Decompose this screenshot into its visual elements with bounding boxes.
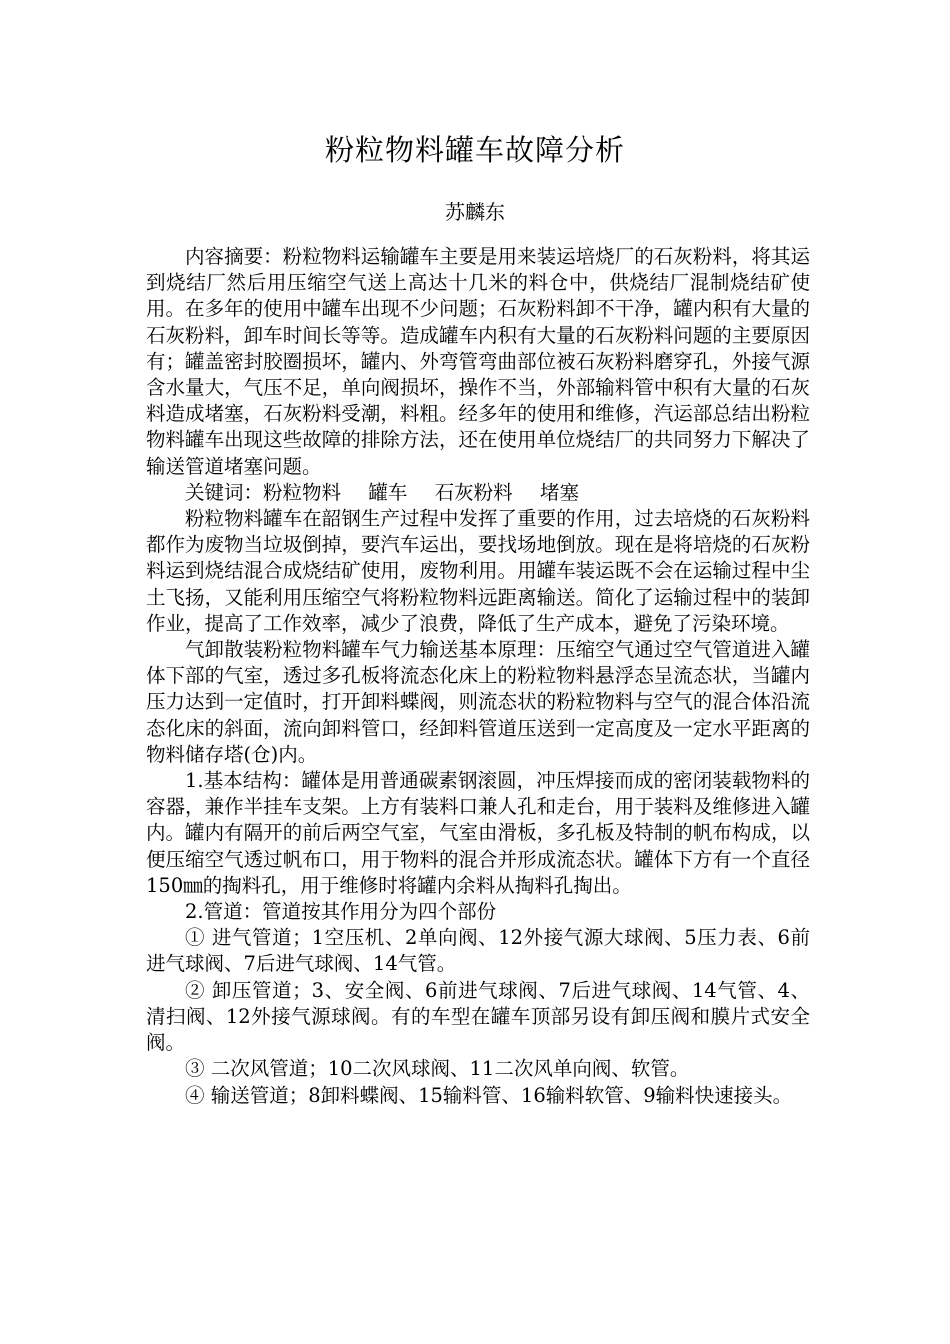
body-paragraph: ② 卸压管道；3、安全阀、6前进气球阀、7后进气球阀、14气管、4、清扫阀、12外接气源球阀。有的车型在罐车顶部另设有卸压阀和膜片式安全阀。 [146,978,810,1055]
keywords-line [146,480,810,506]
body-paragraph: 气卸散装粉粒物料罐车气力输送基本原理：压缩空气通过空气管道进入罐体下部的气室，透过多孔板将流态化床上的粉粒物料悬浮态呈流态状，当罐内压力达到一定值时，打开卸料蝶阀，则流态状的粉粒物料与空气的混合体沿流态化床的斜面，流向卸料管口，经卸料管道压送到一定高度及一定水平距离的物料储存塔(仓)内。 [146,638,810,766]
keywords-label: 关键词： [185,480,264,504]
document-title: 粉粒物料罐车故障分析 [324,133,625,167]
body-paragraph: 粉粒物料罐车在韶钢生产过程中发挥了重要的作用，过去培烧的石灰粉料都作为废物当垃圾倒掉，要汽车运出，要找场地倒放。现在是将培烧的石灰粉料运到烧结混合成烧结矿使用，废物利用。用罐车装运既不会在运输过程中尘土飞扬，又能利用压缩空气将粉粒物料远距离输送。简化了运输过程中的装卸作业，提高了工作效率，减少了浪费，降低了生产成本，避免了污染环境。 [146,507,810,635]
body-paragraph: 2.管道：管道按其作用分为四个部份 [185,900,497,924]
author-name: 苏麟东 [445,200,505,224]
body-paragraph: ④ 输送管道；8卸料蝶阀、15输料管、16输料软管、9输料快速接头。 [185,1083,793,1107]
abstract-paragraph: 内容摘要：粉粒物料运输罐车主要是用来装运培烧厂的石灰粉料，将其运到烧结厂然后用压缩空气送上高达十几米的料仓中，供烧结厂混制烧结矿使用。在多年的使用中罐车出现不少问题；石灰粉料卸不干净，罐内积有大量的石灰粉料，卸车时间长等等。造成罐车内积有大量的石灰粉料问题的主要原因有；罐盖密封胶圈损坏，罐内、外弯管弯曲部位被石灰粉料磨穿孔，外接气源含水量大，气压不足，单向阀损坏，操作不当，外部输料管中积有大量的石灰料造成堵塞，石灰粉料受潮，料粗。经多年的使用和维修，汽运部总结出粉粒物料罐车出现这些故障的排除方法，还在使用单位烧结厂的共同努力下解决了输送管道堵塞问题。 [146,245,810,478]
keyword-item: 堵塞 [539,480,579,504]
body-paragraph: ① 进气管道；1空压机、2单向阀、12外接气源大球阀、5压力表、6前进气球阀、7后进气球阀、14气管。 [146,926,810,976]
keyword-item: 石灰粉料 [434,480,513,504]
body-paragraph: 1.基本结构：罐体是用普通碳素钢滚圆，冲压焊接而成的密闭装载物料的容器，兼作半挂车支架。上方有装料口兼人孔和走台，用于装料及维修进入罐内。罐内有隔开的前后两空气室，气室由滑板，多孔板及特制的帆布构成，以便压缩空气透过帆布口，用于物料的混合并形成流态状。罐体下方有一个直径150㎜的掏料孔，用于维修时将罐内余料从掏料孔掏出。 [146,769,810,897]
keyword-item: 粉粒物料 [263,480,342,504]
body-paragraph: ③ 二次风管道；10二次风球阀、11二次风单向阀、软管。 [185,1057,690,1081]
document-body [146,244,810,1109]
keyword-item: 罐车 [368,480,408,504]
